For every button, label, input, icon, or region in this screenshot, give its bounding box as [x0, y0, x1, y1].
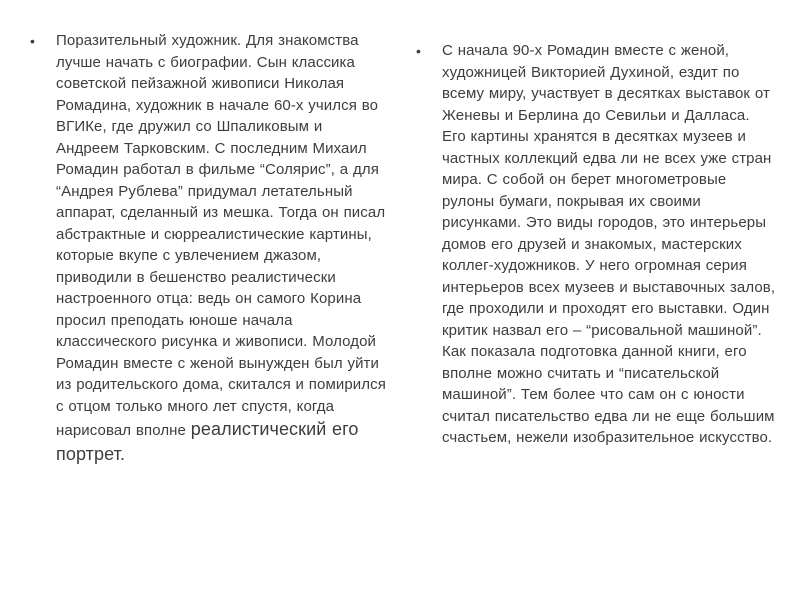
right-paragraph-text: С начала 90-х Ромадин вместе с женой, художницей Викторией Духиной, ездит по всему миру, участвует в десятках выставок от Женевы и Берлина до Севильи и Далласа. Его картины хранятся в десятках музеев и частных коллекций едва ли не всех уже стран мира. С собой он берет многометровые рулоны бумаги, покрывая их своими рисунками. Это виды городов, это интерьеры домов его друзей и знакомых, мастерских коллег-художников. У него огромная серия интерьеров всех музеев и выставочных залов, где проходили и проходят его выставки. Один критик назвал его – “рисовальной машиной”. Как показала подготовка данной книги, его вполне можно считать и “писательской машиной”. Тем более что сам он с юности считал писательство едва ли не еще большим счастьем, нежели изобразительное искусство.: [442, 42, 776, 446]
right-bullet-marker-icon: •: [416, 43, 421, 59]
left-paragraph-emphasis: реалистический его портрет.: [56, 419, 359, 464]
right-bullet-item: [416, 40, 776, 449]
left-paragraph: [56, 30, 390, 466]
left-paragraph-text: Поразительный художник. Для знакомства лучше начать с биографии. Сын классика советской пейзажной живописи Николая Ромадина, художник в начале 60-х учился во ВГИКе, где дружил со Шпаликовым и Андреем Тарковским. С последним Михаил Ромадин работал в фильме “Солярис”, а для “Андрея Рублева” придумал летательный аппарат, сделанный из мешка. Тогда он писал абстрактные и сюрреалистические картины, которые вкупе с увлечением джазом, приводили в бешенство реалистически настроенного отца: ведь он самого Корина просил преподать юноше начала классического рисунка и живописи. Молодой Ромадин вместе с женой вынужден был уйти из родительского дома, скитался и помирился с отцом только много лет спустя, когда нарисовал вполне: [56, 32, 386, 439]
right-column: [416, 30, 776, 584]
left-column: [30, 30, 390, 584]
left-bullet-item: [30, 30, 390, 466]
right-paragraph: [442, 40, 776, 449]
left-bullet-marker-icon: •: [30, 33, 35, 49]
